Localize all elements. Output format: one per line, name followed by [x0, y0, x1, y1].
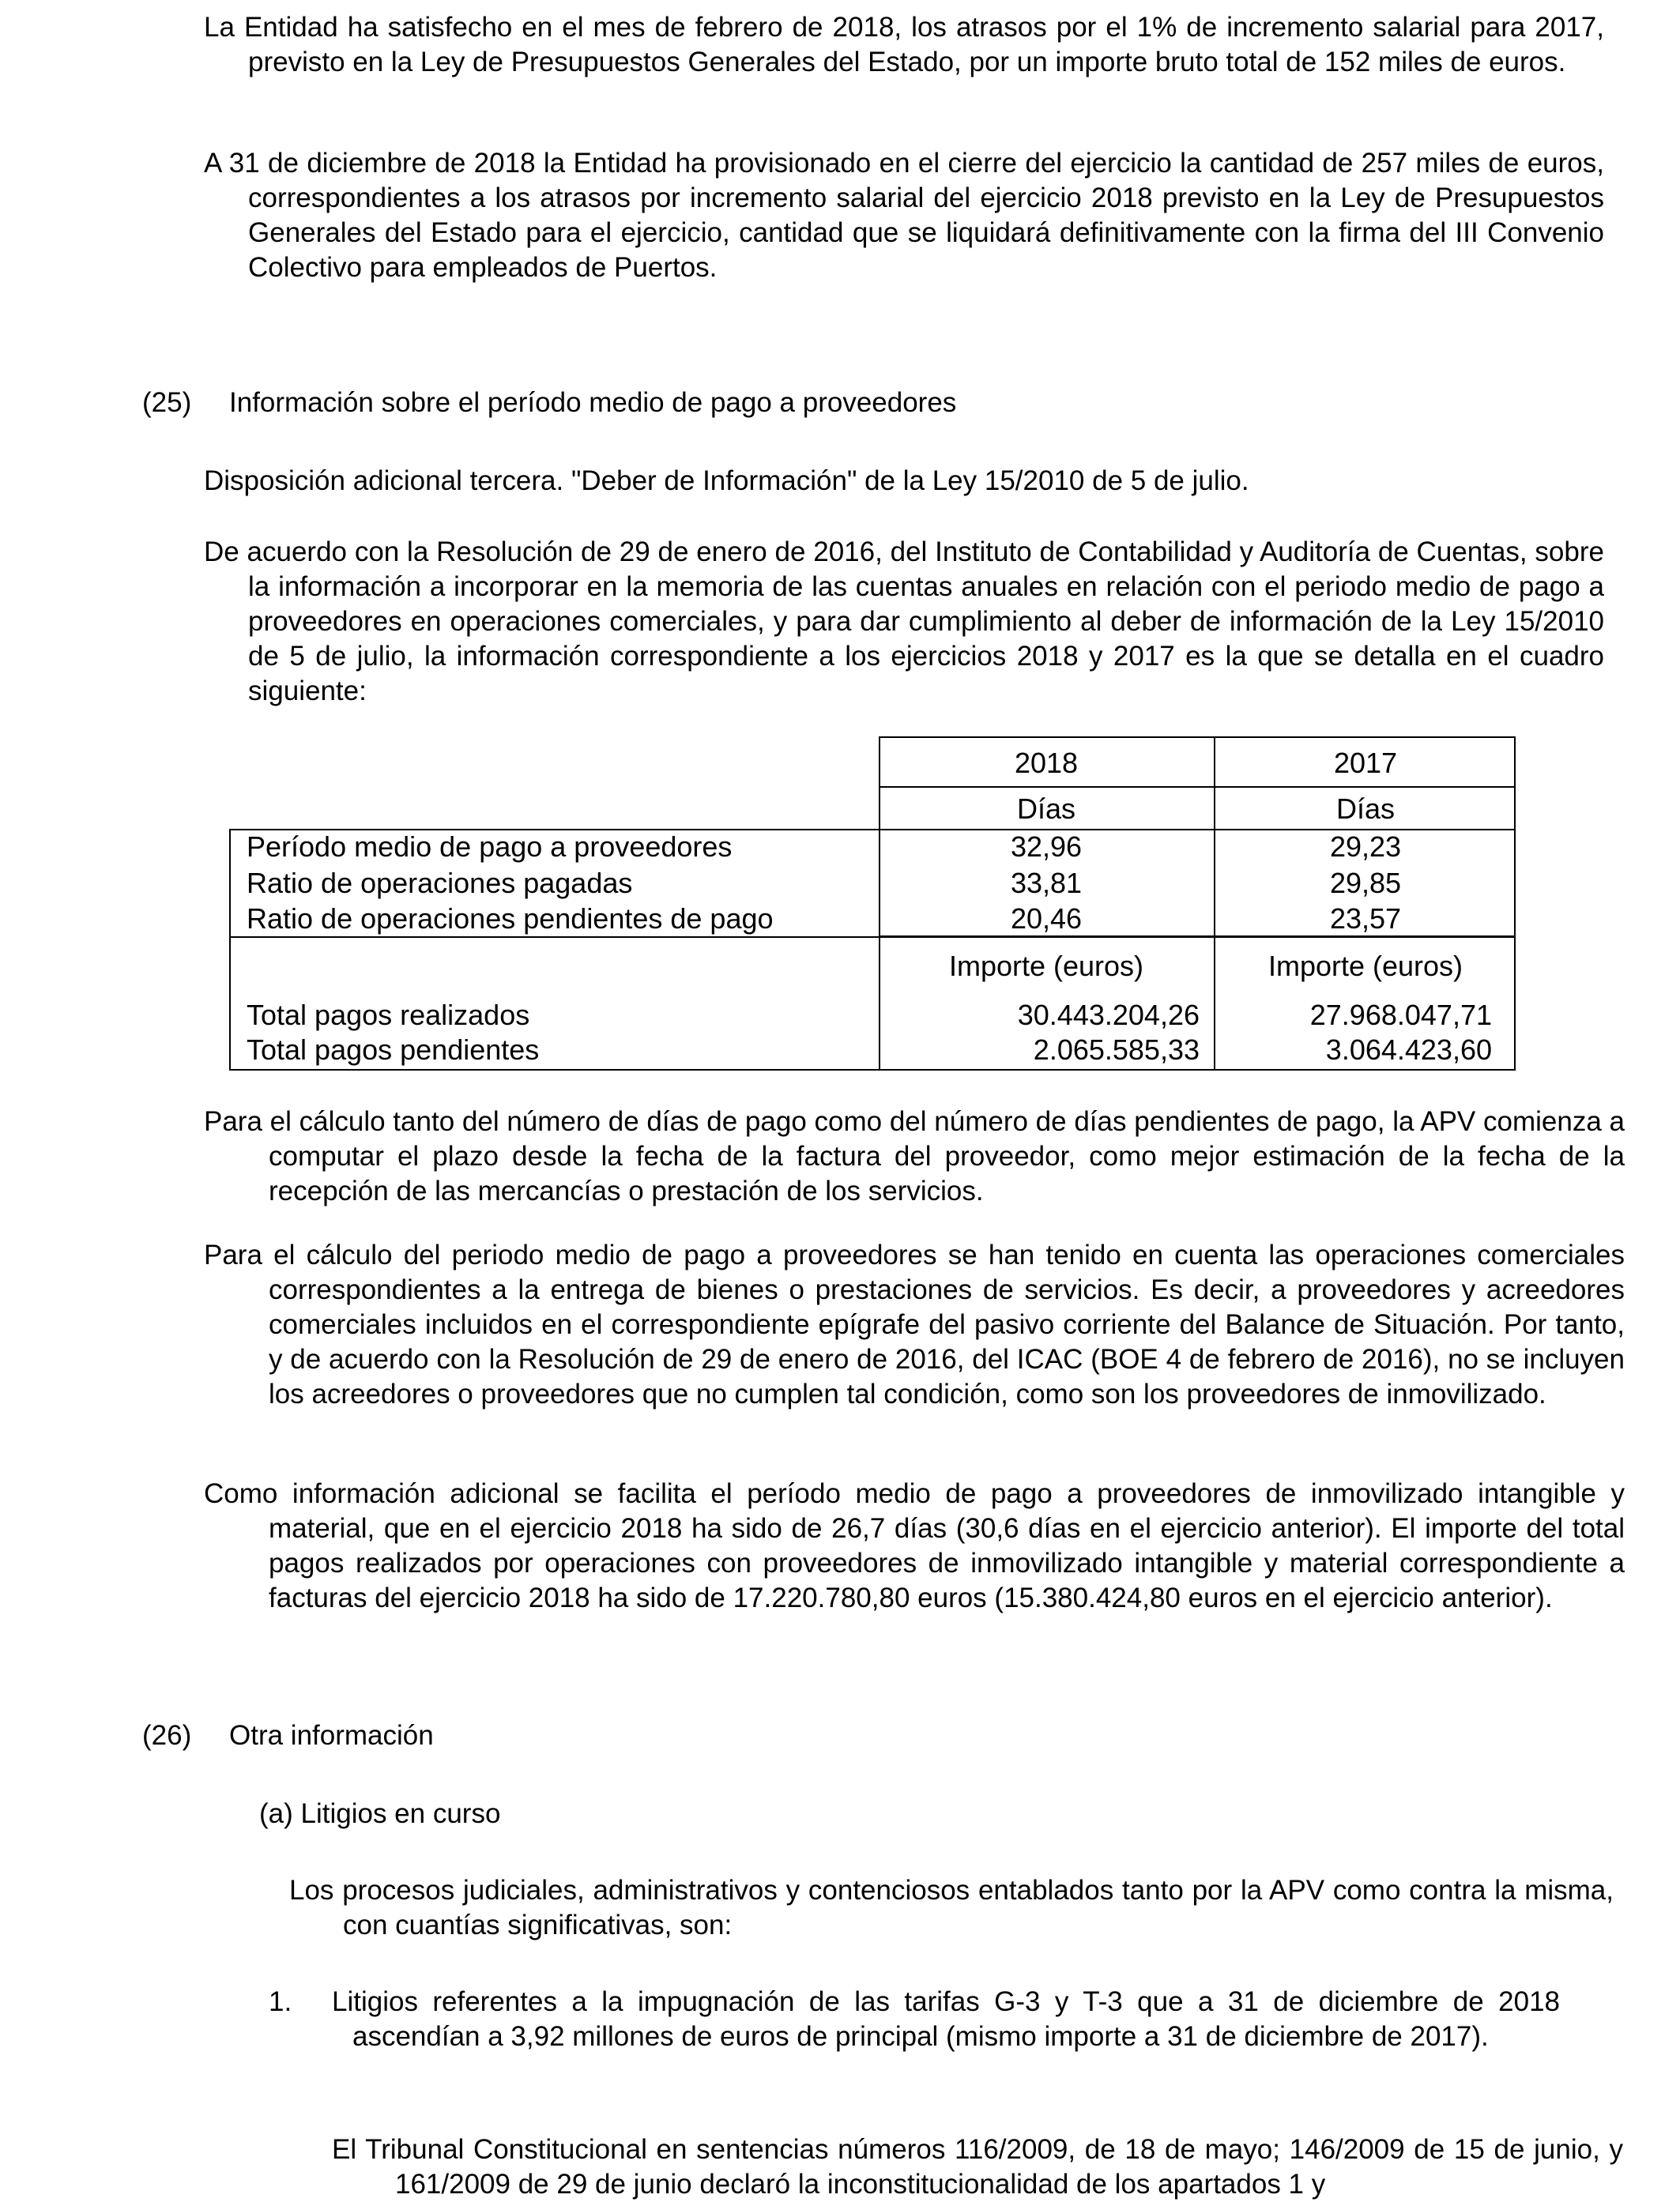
subsection-a-intro: Los procesos judiciales, administrativos y contenciosos entablados tanto por la APV como contra la misma, con cuantías significativas, son: [289, 1875, 1614, 1940]
section-25-title: Información sobre el período medio de pago a proveedores [229, 387, 957, 418]
note-calculation-days: Para el cálculo tanto del número de días de pago como del número de días pendientes de pago, la APV comienza a computar el plazo desde la fecha de la factura del proveedor, como mejor estimación de la fecha de la recepción de las mercancías o prestación de los servicios. [204, 1106, 1625, 1206]
section-25-intro: De acuerdo con la Resolución de 29 de enero de 2016, del Instituto de Contabilidad y Auditoría de Cuentas, sobre la información a incorporar en la memoria de las cuentas anuales en relación con el periodo medio de pago a proveedores en operaciones comerciales, y para dar cumplimiento al deber de información de la Ley 15/2010 de 5 de julio, la información correspondiente a los ejercicios 2018 y 2017 es la que se detalla en el cuadro siguiente: [204, 536, 1604, 706]
table-cell-value: 20,46 [1010, 902, 1083, 935]
section-26-number: (26) [142, 1720, 192, 1751]
list-item [269, 1985, 1560, 2054]
table-cell-value: 29,23 [1329, 830, 1402, 863]
table-row-label: Total pagos pendientes [247, 1033, 540, 1066]
table-cell-value: 29,85 [1329, 867, 1402, 899]
table-header-divider [879, 786, 1516, 788]
paragraph-salary-arrears-2017: La Entidad ha satisfecho en el mes de febrero de 2018, los atrasos por el 1% de incremento salarial para 2017, previsto en la Ley de Presupuestos Generales del Estado, por un importe bruto total de 152 miles de euros. [204, 12, 1604, 77]
table-cell-value: 30.443.204,26 [1017, 999, 1200, 1031]
list-item-continuation: El Tribunal Constitucional en sentencias números 116/2009, de 18 de mayo; 146/2009 de 15 de junio, y 161/2009 de 29 de junio declaró la inconstitucionalidad de los apartados 1 y [332, 2134, 1623, 2200]
table-cell-value: 3.064.423,60 [1325, 1033, 1492, 1066]
unit-amount-2018: Importe (euros) [948, 950, 1144, 982]
note-calculation-period: Para el cálculo del periodo medio de pago a proveedores se han tenido en cuenta las operaciones comerciales correspondientes a la entrega de bienes o prestaciones de servicios. Es decir, a proveedores y acreedores comerciales incluidos en el correspondiente epígrafe del pasivo corriente del Balance de Situación. Por tanto, y de acuerdo con la Resolución de 29 de enero de 2016, del ICAC (BOE 4 de febrero de 2016), no se incluyen los acreedores o proveedores que no cumplen tal condición, como son los proveedores de inmovilizado. [204, 1240, 1625, 1410]
list-item-text: Litigios referentes a la impugnación de las tarifas G-3 y T-3 que a 31 de diciembre de 2018 ascendían a 3,92 millones de euros de principal (mismo importe a 31 de diciembre de 2017). [332, 1986, 1560, 2052]
paragraph-salary-provision-2018: A 31 de diciembre de 2018 la Entidad ha provisionado en el cierre del ejercicio la cantidad de 257 miles de euros, correspondientes a los atrasos por incremento salarial del ejercicio 2018 previsto en la Ley de Presupuestos Generales del Estado para el ejercicio, cantidad que se liquidará definitivamente con la firma del III Convenio Colectivo para empleados de Puertos. [204, 148, 1604, 283]
subsection-a-heading: (a) Litigios en curso [259, 1798, 501, 1829]
section-26-heading [142, 1718, 434, 1753]
table-cell-value: 23,57 [1329, 902, 1402, 935]
section-25-subtitle: Disposición adicional tercera. "Deber de Información" de la Ley 15/2010 de 5 de julio. [204, 465, 1249, 496]
unit-amount-2017: Importe (euros) [1268, 950, 1463, 982]
table-row-label: Ratio de operaciones pendientes de pago [247, 902, 774, 935]
section-26-title: Otra información [229, 1720, 434, 1751]
note-additional-info: Como información adicional se facilita el período medio de pago a proveedores de inmovilizado intangible y material, que en el ejercicio 2018 ha sido de 26,7 días (30,6 días en el ejercicio anterior). El importe del total pagos realizados por operaciones con proveedores de inmovilizado intangible y material correspondiente a facturas del ejercicio 2018 ha sido de 17.220.780,80 euros (15.380.424,80 euros en el ejercicio anterior). [204, 1478, 1625, 1613]
table-row-label: Período medio de pago a proveedores [247, 830, 733, 863]
section-25-number: (25) [142, 387, 192, 418]
table-cell-value: 33,81 [1010, 867, 1083, 899]
year-2018-header: 2018 [1014, 747, 1079, 779]
unit-days-2017: Días [1335, 792, 1396, 825]
table-row-label: Ratio de operaciones pagadas [247, 867, 633, 899]
table-row-label: Total pagos realizados [247, 999, 530, 1031]
table-cell-value: 27.968.047,71 [1309, 999, 1492, 1031]
list-item-marker: 1. [269, 1986, 292, 2017]
table-cell-value: 2.065.585,33 [1033, 1033, 1200, 1066]
year-2017-header: 2017 [1333, 747, 1398, 779]
unit-days-2018: Días [1016, 792, 1076, 825]
table-cell-value: 32,96 [1010, 830, 1083, 863]
